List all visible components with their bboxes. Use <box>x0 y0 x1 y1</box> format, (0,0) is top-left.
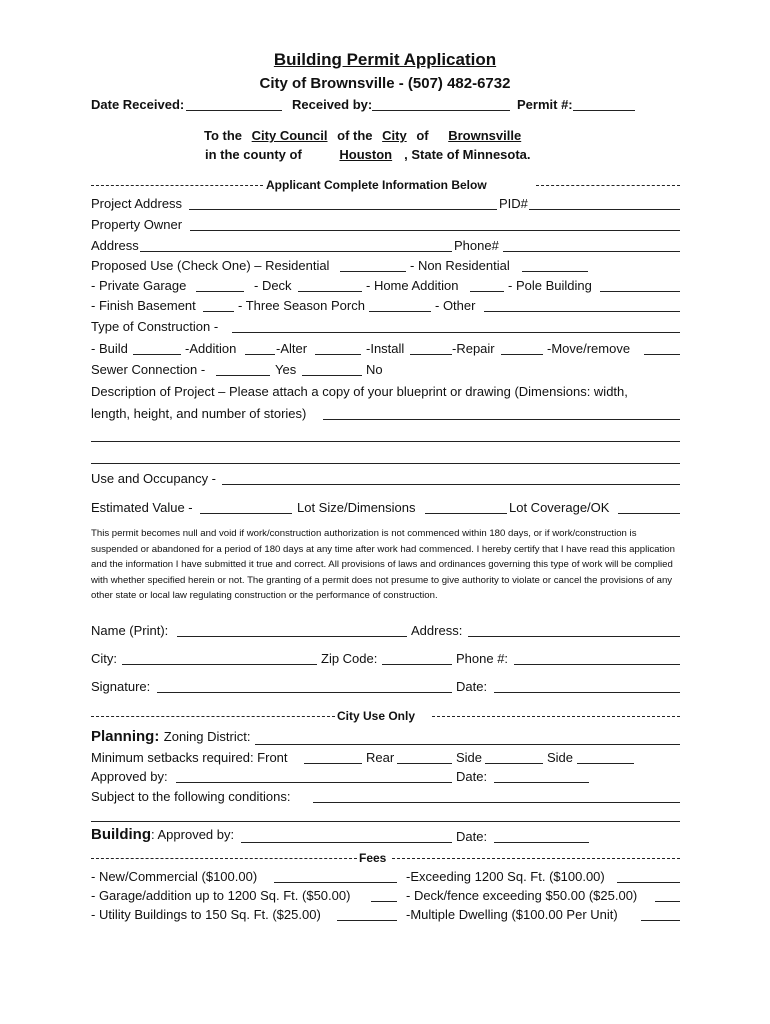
city-divider-left <box>91 716 335 717</box>
city-divider-right <box>432 716 680 717</box>
phone2-label: Phone #: <box>456 651 509 666</box>
subject-field-2[interactable] <box>91 821 680 822</box>
home-addition-field[interactable] <box>470 291 504 292</box>
of-the-text: of the <box>337 128 373 143</box>
city-line: City of Brownsville - (507) 482-6732 <box>259 75 511 92</box>
approved-by-label: Approved by: <box>91 769 168 784</box>
alter-label: -Alter <box>276 341 308 356</box>
fee-garage-field[interactable] <box>371 901 397 902</box>
move-remove-field[interactable] <box>644 354 680 355</box>
side-field[interactable] <box>485 763 543 764</box>
description-field-2[interactable] <box>91 441 680 442</box>
date-received-field[interactable] <box>186 110 282 111</box>
divider-right <box>536 185 680 186</box>
install-field[interactable] <box>410 354 452 355</box>
pid-label: PID# <box>499 196 528 211</box>
date-field[interactable] <box>494 692 680 693</box>
building-date-field[interactable] <box>494 842 589 843</box>
fee-utility: - Utility Buildings to 150 Sq. Ft. ($25.00) <box>91 907 321 922</box>
city-use-label: City Use Only <box>337 709 416 723</box>
zoning-label: Zoning District: <box>163 729 251 744</box>
phone-field[interactable] <box>503 251 680 252</box>
description-field-1[interactable] <box>323 419 680 420</box>
description-label-2: length, height, and number of stories) <box>91 406 307 421</box>
proposed-use-label: Proposed Use (Check One) – Residential <box>91 258 330 273</box>
council-value: City Council <box>251 128 328 143</box>
date-received-label: Date Received: <box>91 97 185 112</box>
disclaimer-text: This permit becomes null and void if work/construction authorization is not commenced within 180 days, or if work/construction is suspended or abandoned for a period of 180 days at any time after work had commenced. I hereby certify that I have read this application and the information I have submitted it true and correct. All provisions of laws and ordinances governing this type of work will be complied with whether specified herein or not. The granting of a permit does not presume to give authority to violate or cancel the provisions of any other state or local law regulating construction or the performance of construction. <box>91 528 675 602</box>
to-the-text: To the <box>204 128 243 143</box>
houston-value: Houston <box>339 147 393 162</box>
in-county-text: in the county of <box>205 147 302 162</box>
fee-multiple: -Multiple Dwelling ($100.00 Per Unit) <box>406 907 618 922</box>
estimated-value-label: Estimated Value - <box>91 500 193 515</box>
received-by-field[interactable] <box>372 110 510 111</box>
side2-field[interactable] <box>577 763 634 764</box>
description-label: Description of Project – Please attach a copy of your blueprint or drawing (Dimensions: width, <box>91 384 628 399</box>
rear-field[interactable] <box>397 763 452 764</box>
fees-divider-left <box>91 858 357 859</box>
property-owner-label: Property Owner <box>91 217 183 232</box>
fee-exceeding-field[interactable] <box>617 882 680 883</box>
non-residential-label: - Non Residential <box>410 258 510 273</box>
three-season-label: - Three Season Porch <box>238 298 365 313</box>
lot-size-field[interactable] <box>425 513 507 514</box>
build-label: - Build <box>91 341 128 356</box>
subject-field-1[interactable] <box>313 802 680 803</box>
city-value: City <box>382 128 407 143</box>
fee-deck-fence: - Deck/fence exceeding $50.00 ($25.00) <box>406 888 638 903</box>
received-by-label: Received by: <box>292 97 373 112</box>
zoning-field[interactable] <box>255 744 680 745</box>
addition-label: -Addition <box>185 341 237 356</box>
to-the-line <box>204 128 539 144</box>
move-remove-label: -Move/remove <box>547 341 631 356</box>
address2-field[interactable] <box>468 636 680 637</box>
finish-basement-label: - Finish Basement <box>91 298 196 313</box>
brownsville-value: Brownsville <box>448 128 522 143</box>
finish-basement-field[interactable] <box>203 311 234 312</box>
lot-coverage-label: Lot Coverage/OK <box>509 500 610 515</box>
building-approved-label: : Approved by: <box>151 827 235 842</box>
use-occupancy-label: Use and Occupancy - <box>91 471 217 486</box>
sewer-yes-field[interactable] <box>216 375 270 376</box>
city2-field[interactable] <box>122 664 317 665</box>
side-label: Side <box>456 750 483 765</box>
address-label: Address <box>91 238 139 253</box>
approved-by-field[interactable] <box>176 782 452 783</box>
property-owner-field[interactable] <box>190 230 680 231</box>
building-line <box>91 826 234 844</box>
private-garage-field[interactable] <box>196 291 244 292</box>
project-address-label: Project Address <box>91 196 183 211</box>
alter-field[interactable] <box>315 354 361 355</box>
build-field[interactable] <box>133 354 181 355</box>
three-season-field[interactable] <box>369 311 431 312</box>
install-label: -Install <box>366 341 405 356</box>
fee-exceeding: -Exceeding 1200 Sq. Ft. ($100.00) <box>406 869 605 884</box>
fee-new-commercial-field[interactable] <box>274 882 397 883</box>
pole-building-label: - Pole Building <box>508 278 592 293</box>
fee-new-commercial: - New/Commercial ($100.00) <box>91 869 258 884</box>
date-label: Date: <box>456 679 488 694</box>
planning-line <box>91 728 250 746</box>
fee-utility-field[interactable] <box>337 920 397 921</box>
other-field[interactable] <box>484 311 680 312</box>
side2-label: Side <box>547 750 574 765</box>
project-address-field[interactable] <box>189 209 497 210</box>
home-addition-label: - Home Addition <box>366 278 459 293</box>
setbacks-label: Minimum setbacks required: Front <box>91 750 288 765</box>
rear-label: Rear <box>366 750 395 765</box>
repair-field[interactable] <box>501 354 543 355</box>
planning-label: Planning: <box>91 728 160 745</box>
signature-field[interactable] <box>157 692 452 693</box>
addition-field[interactable] <box>245 354 275 355</box>
type-construction-label: Type of Construction - <box>91 319 219 334</box>
address2-label: Address: <box>411 623 463 638</box>
estimated-value-field[interactable] <box>200 513 292 514</box>
type-construction-field[interactable] <box>232 332 680 333</box>
sewer-no-label: No <box>366 362 383 377</box>
zip-label: Zip Code: <box>321 651 378 666</box>
building-date-label: Date: <box>456 829 488 844</box>
permit-number-field[interactable] <box>573 110 635 111</box>
address-field[interactable] <box>140 251 452 252</box>
fee-multiple-field[interactable] <box>641 920 680 921</box>
fee-deck-fence-field[interactable] <box>655 901 680 902</box>
applicant-section-label: Applicant Complete Information Below <box>266 178 487 192</box>
front-field[interactable] <box>304 763 362 764</box>
approved-date-label: Date: <box>456 769 488 784</box>
permit-number-label: Permit #: <box>517 97 573 112</box>
state-text: , State of Minnesota. <box>404 147 531 162</box>
name-print-field[interactable] <box>177 636 407 637</box>
name-print-label: Name (Print): <box>91 623 169 638</box>
phone-label: Phone# <box>454 238 499 253</box>
pid-field[interactable] <box>529 209 680 210</box>
zip-field[interactable] <box>382 664 452 665</box>
non-residential-field[interactable] <box>522 271 588 272</box>
lot-size-label: Lot Size/Dimensions <box>297 500 416 515</box>
of-text: of <box>416 128 429 143</box>
city2-label: City: <box>91 651 117 666</box>
sewer-label: Sewer Connection - <box>91 362 206 377</box>
fee-garage: - Garage/addition up to 1200 Sq. Ft. ($50.00) <box>91 888 351 903</box>
residential-field[interactable] <box>340 271 406 272</box>
repair-label: -Repair <box>452 341 495 356</box>
building-approved-field[interactable] <box>241 842 452 843</box>
sewer-no-field[interactable] <box>302 375 362 376</box>
divider-left <box>91 185 263 186</box>
building-label: Building <box>91 826 151 843</box>
fees-divider-right <box>392 858 680 859</box>
form-title: Building Permit Application <box>273 50 497 69</box>
pole-building-field[interactable] <box>600 291 680 292</box>
description-field-3[interactable] <box>91 463 680 464</box>
subject-label: Subject to the following conditions: <box>91 789 291 804</box>
phone2-field[interactable] <box>514 664 680 665</box>
other-label: - Other <box>435 298 476 313</box>
deck-field[interactable] <box>298 291 362 292</box>
signature-label: Signature: <box>91 679 151 694</box>
use-occupancy-field[interactable] <box>222 484 680 485</box>
lot-coverage-field[interactable] <box>618 513 680 514</box>
county-line <box>205 147 531 163</box>
approved-date-field[interactable] <box>494 782 589 783</box>
fees-label: Fees <box>359 851 387 865</box>
deck-label: - Deck <box>254 278 292 293</box>
sewer-yes-label: Yes <box>275 362 297 377</box>
private-garage-label: - Private Garage <box>91 278 187 293</box>
